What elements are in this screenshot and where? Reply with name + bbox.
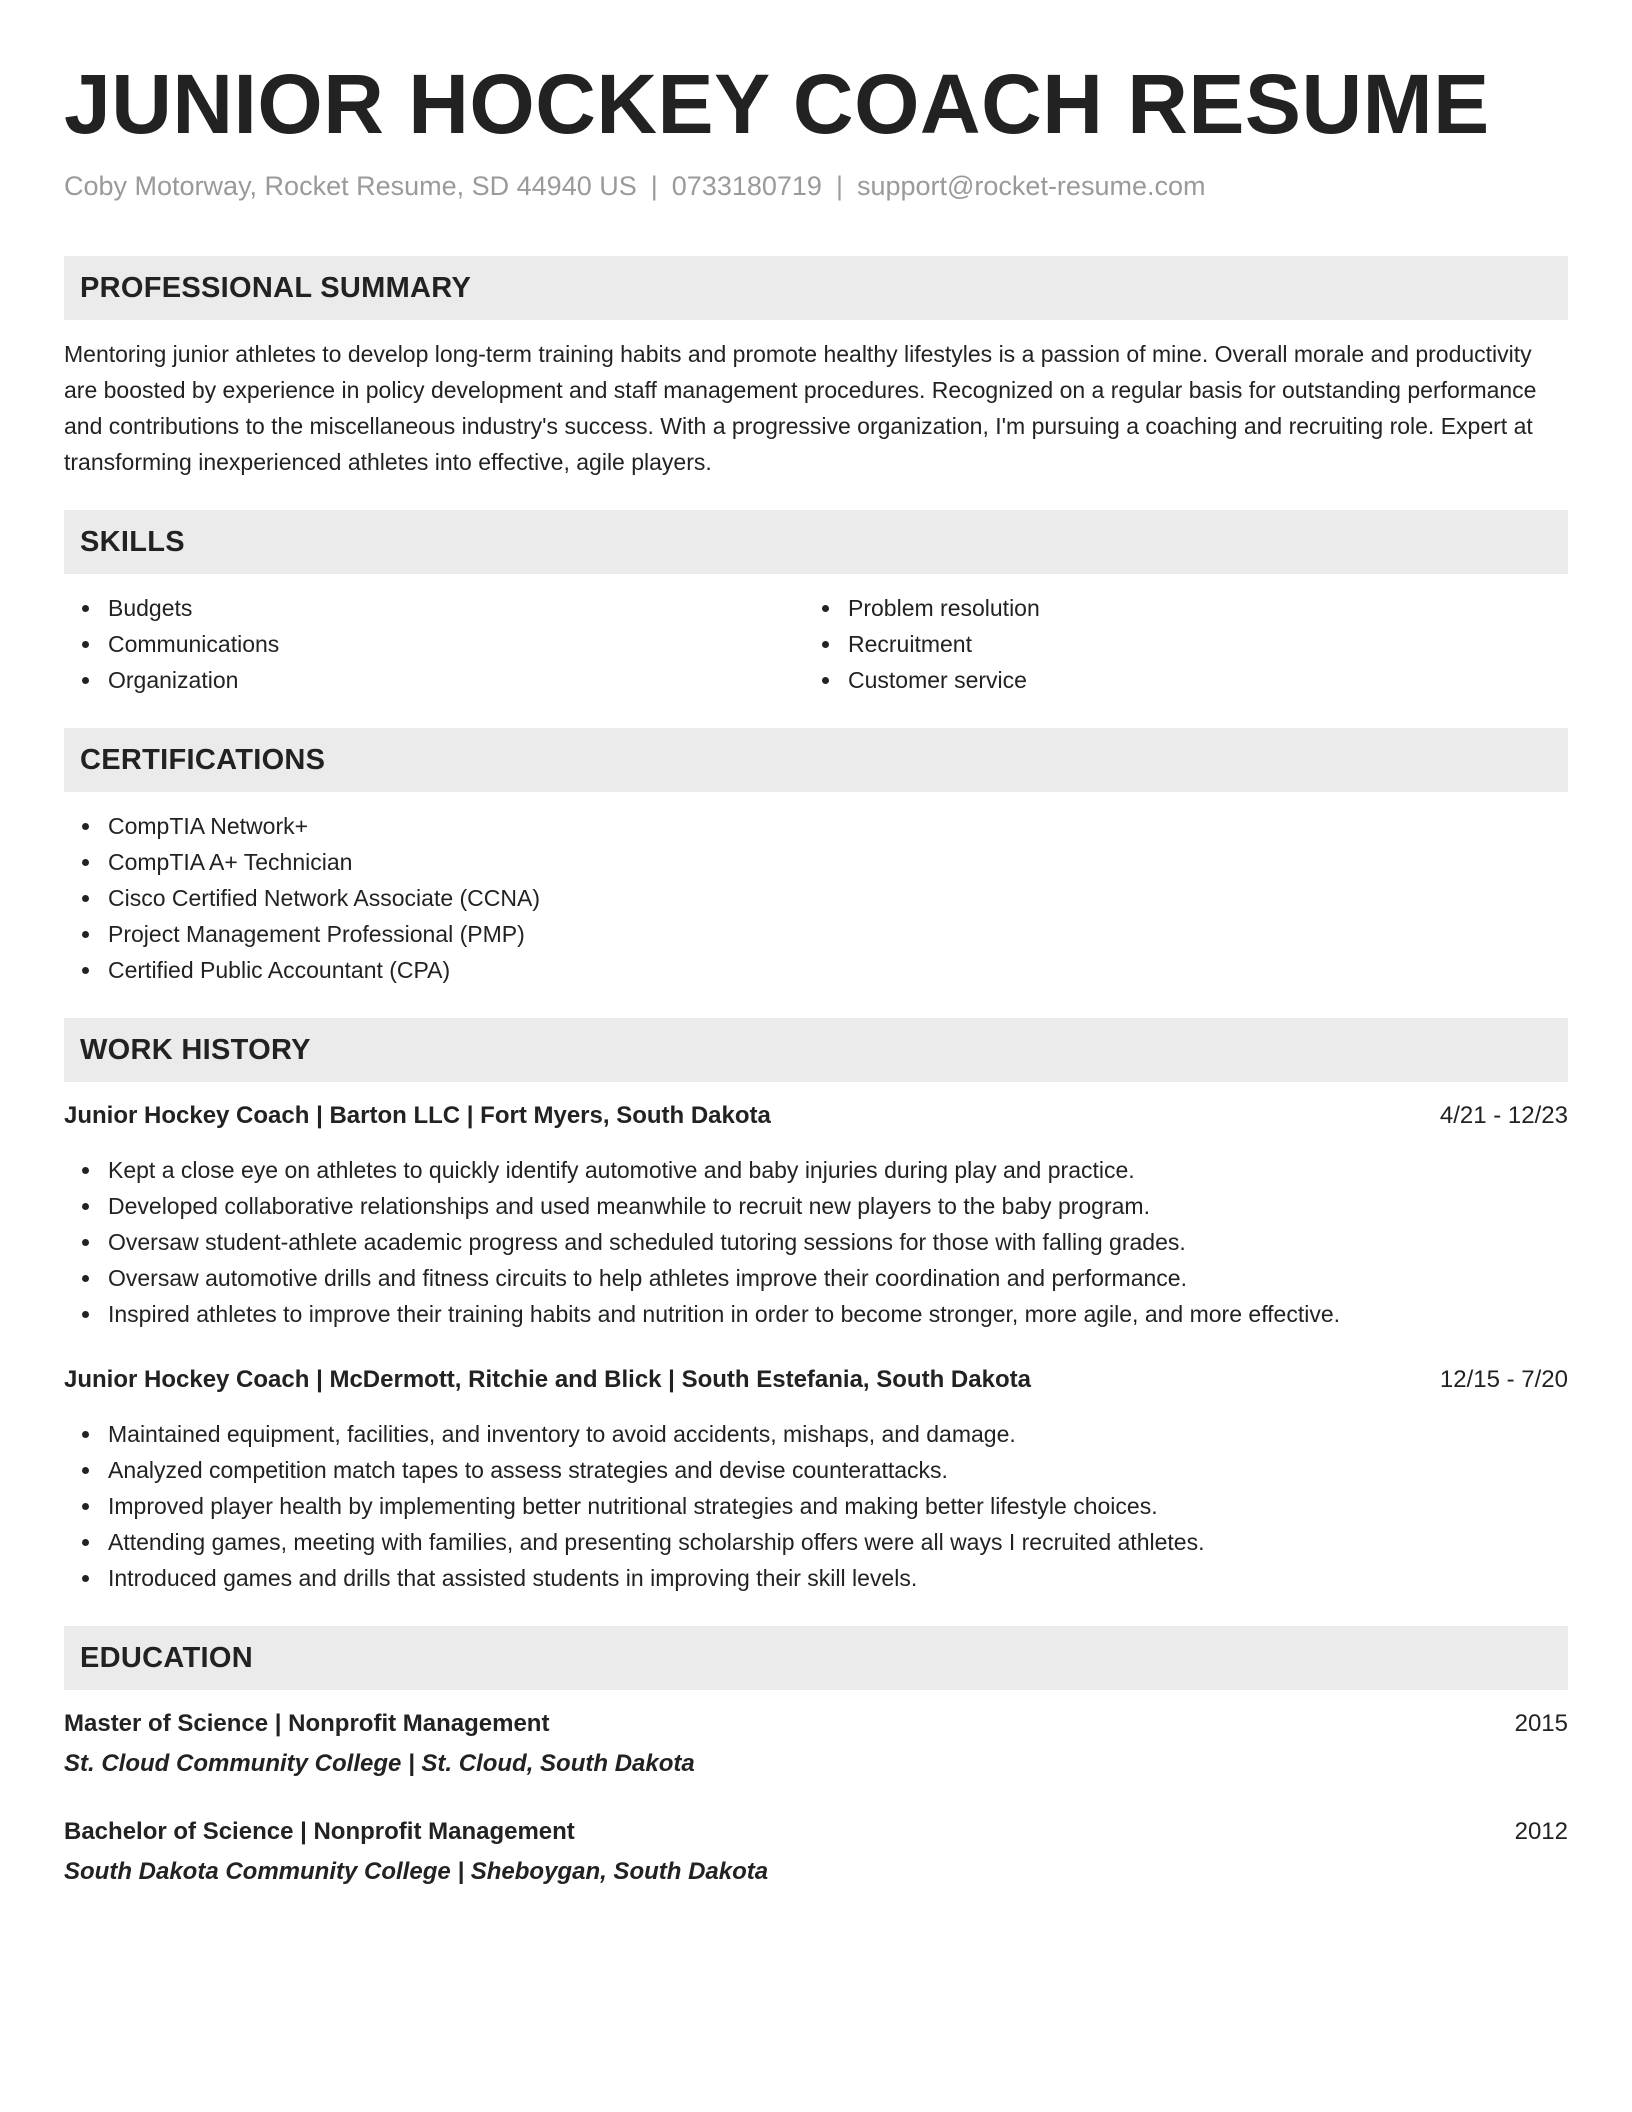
certification-item: CompTIA A+ Technician [64, 844, 1568, 880]
resume-title: JUNIOR HOCKEY COACH RESUME [64, 57, 1490, 151]
job-duties [64, 1416, 1568, 1596]
contact-separator: | [835, 171, 843, 201]
job-duty: Inspired athletes to improve their training habits and nutrition in order to become stronger, more agile, and more effective. [64, 1296, 1568, 1332]
education-school: South Dakota Community College | Sheboygan, South Dakota [64, 1858, 769, 1885]
job-duties [64, 1152, 1568, 1332]
certification-item: Project Management Professional (PMP) [64, 916, 1568, 952]
job-duty: Improved player health by implementing better nutritional strategies and making better lifestyle choices. [64, 1488, 1568, 1524]
education-school: St. Cloud Community College | St. Cloud, South Dakota [64, 1750, 695, 1777]
education-degree: Bachelor of Science | Nonprofit Management [64, 1818, 575, 1845]
job-duty: Oversaw student-athlete academic progress and scheduled tutoring sessions for those with falling grades. [64, 1224, 1568, 1260]
education-degree: Master of Science | Nonprofit Management [64, 1710, 550, 1737]
job-date: 4/21 - 12/23 [1439, 1102, 1568, 1129]
job-header [64, 1362, 1568, 1398]
education-year: 2012 [1514, 1818, 1568, 1845]
job-duty: Analyzed competition match tapes to assess strategies and devise counterattacks. [64, 1452, 1568, 1488]
job-duty: Attending games, meeting with families, and presenting scholarship offers were all ways I recruited athletes. [64, 1524, 1568, 1560]
job-duty: Kept a close eye on athletes to quickly identify automotive and baby injuries during play and practice. [64, 1152, 1568, 1188]
job-entry [64, 1098, 1568, 1332]
skill-item: Problem resolution [804, 590, 1544, 626]
contact-phone: 0733180719 [671, 171, 822, 201]
skill-item: Recruitment [804, 626, 1544, 662]
education-header [64, 1706, 1568, 1742]
skills-column-left [64, 590, 804, 698]
contact-email[interactable]: support@rocket-resume.com [856, 171, 1206, 201]
certification-item: Cisco Certified Network Associate (CCNA) [64, 880, 1568, 916]
job-date: 12/15 - 7/20 [1439, 1366, 1568, 1393]
summary-text: Mentoring junior athletes to develop long-term training habits and promote healthy lifestyles is a passion of mine. Overall morale and productivity are boosted by experience in policy development and staff management procedures. Recognized on a regular basis for outstanding performance and contributions to the miscellaneous industry's success. With a progressive organization, I'm pursuing a coaching and recruiting role. Expert at transforming inexperienced athletes into effective, agile players. [64, 341, 1537, 475]
job-duty: Introduced games and drills that assisted students in improving their skill levels. [64, 1560, 1568, 1596]
skill-item: Budgets [64, 590, 804, 626]
skills-column-right [804, 590, 1544, 698]
job-duty: Developed collaborative relationships and used meanwhile to recruit new players to the baby program. [64, 1188, 1568, 1224]
section-header-skills: SKILLS [64, 510, 1568, 574]
education-entry [64, 1706, 1568, 1782]
skills-list [64, 590, 1568, 698]
skill-item: Organization [64, 662, 804, 698]
certifications-list [64, 808, 1568, 988]
section-header-work-history: WORK HISTORY [64, 1018, 1568, 1082]
contact-line [64, 168, 1568, 204]
education-header [64, 1814, 1568, 1850]
job-duty: Maintained equipment, facilities, and inventory to avoid accidents, mishaps, and damage. [64, 1416, 1568, 1452]
job-header [64, 1098, 1568, 1134]
job-entry [64, 1362, 1568, 1596]
education-entry [64, 1814, 1568, 1890]
skill-item: Customer service [804, 662, 1544, 698]
section-header-summary: PROFESSIONAL SUMMARY [64, 256, 1568, 320]
job-duty: Oversaw automotive drills and fitness circuits to help athletes improve their coordination and performance. [64, 1260, 1568, 1296]
skill-item: Communications [64, 626, 804, 662]
section-header-education: EDUCATION [64, 1626, 1568, 1690]
certification-item: Certified Public Accountant (CPA) [64, 952, 1568, 988]
contact-address: Coby Motorway, Rocket Resume, SD 44940 US [64, 171, 637, 201]
job-title: Junior Hockey Coach | Barton LLC | Fort Myers, South Dakota [64, 1102, 771, 1129]
certification-item: CompTIA Network+ [64, 808, 1568, 844]
education-year: 2015 [1514, 1710, 1568, 1737]
section-header-certifications: CERTIFICATIONS [64, 728, 1568, 792]
job-title: Junior Hockey Coach | McDermott, Ritchie and Blick | South Estefania, South Dakota [64, 1366, 1031, 1393]
contact-separator: | [650, 171, 658, 201]
